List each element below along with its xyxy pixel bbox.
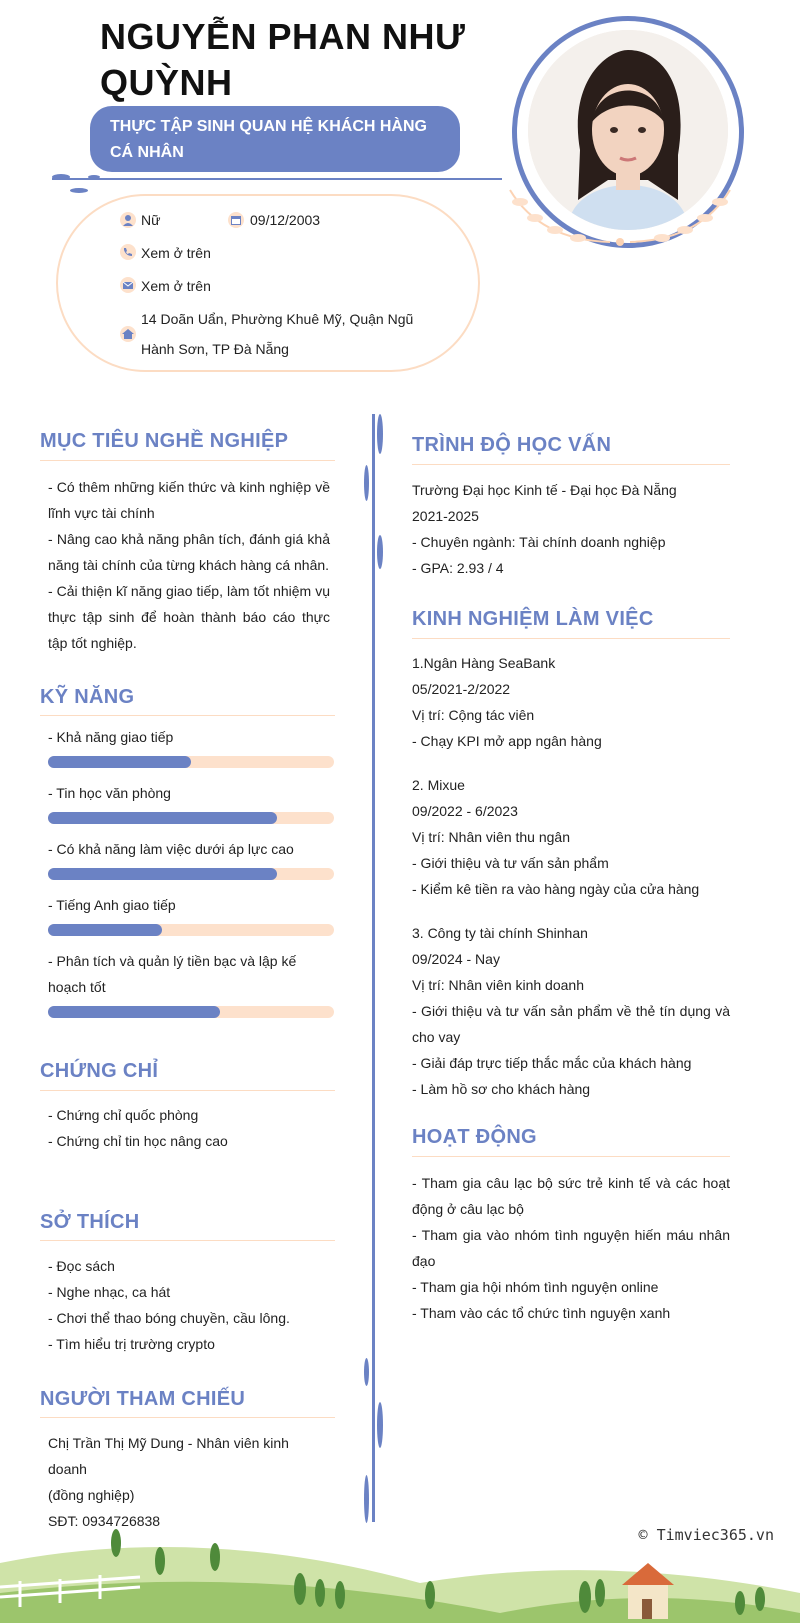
certificates-title: CHỨNG CHỈ — [40, 1060, 159, 1082]
reference-relation: (đồng nghiệp) — [48, 1487, 135, 1503]
header-divider — [52, 178, 502, 180]
skill-item — [48, 892, 334, 936]
divider-ornament — [377, 535, 383, 569]
skill-bar — [48, 868, 334, 880]
reference-title: NGƯỜI THAM CHIẾU — [40, 1388, 246, 1410]
education-years: 2021-2025 — [412, 508, 479, 524]
gender-value: Nữ — [141, 212, 161, 228]
section-underline — [40, 715, 335, 716]
hobbies-body — [48, 1253, 330, 1357]
phone-icon — [120, 244, 136, 260]
objective-line: - Nâng cao khả năng phân tích, đánh giá khả năng tài chính của từng khách hàng cá nhân. — [48, 531, 330, 573]
skills-list — [48, 724, 334, 1030]
skill-item — [48, 780, 334, 824]
objective-title: MỤC TIÊU NGHỀ NGHIỆP — [40, 430, 289, 452]
skill-bar-fill — [48, 868, 277, 880]
column-divider — [372, 414, 375, 1522]
calendar-icon — [228, 212, 244, 228]
skill-bar-fill — [48, 1006, 220, 1018]
phone-value: Xem ở trên — [141, 245, 211, 261]
experience-line: Vị trí: Nhân viên thu ngân — [412, 829, 570, 845]
skill-label: - Tiếng Anh giao tiếp — [48, 897, 176, 913]
experience-item — [412, 920, 730, 1102]
experience-line: 3. Công ty tài chính Shinhan — [412, 925, 588, 941]
reference-body — [48, 1430, 330, 1534]
section-underline — [40, 1090, 335, 1091]
experience-line: Vị trí: Cộng tác viên — [412, 707, 535, 723]
footer-brand: © Timviec365.vn — [638, 1526, 774, 1544]
experience-item — [412, 650, 730, 754]
skill-label: - Khả năng giao tiếp — [48, 729, 174, 745]
experience-line: 09/2022 - 6/2023 — [412, 803, 518, 819]
laurel-decoration-icon — [500, 180, 740, 250]
divider-ornament — [364, 465, 369, 501]
experience-title: KINH NGHIỆM LÀM VIỆC — [412, 608, 654, 630]
user-icon — [120, 212, 136, 228]
experience-line: - Làm hồ sơ cho khách hàng — [412, 1081, 591, 1097]
hobby-item: - Nghe nhạc, ca hát — [48, 1284, 171, 1300]
certificate-item: - Chứng chỉ tin học nâng cao — [48, 1133, 228, 1149]
divider-ornament — [364, 1475, 369, 1523]
home-icon — [120, 326, 136, 342]
skill-item — [48, 724, 334, 768]
divider-ornament — [377, 414, 383, 454]
skill-bar-fill — [48, 756, 191, 768]
divider-dot — [52, 174, 70, 180]
section-underline — [40, 460, 335, 461]
job-title-badge — [90, 106, 460, 172]
hobby-item: - Đọc sách — [48, 1258, 115, 1274]
experience-line: - Kiểm kê tiền ra vào hàng ngày của cửa hàng — [412, 881, 700, 897]
address-line-2: Hành Sơn, TP Đà Nẵng — [141, 341, 289, 357]
experience-line: 09/2024 - Nay — [412, 951, 500, 967]
experience-line: - Giải đáp trực tiếp thắc mắc của khách hàng — [412, 1055, 692, 1071]
activities-body — [412, 1170, 730, 1326]
skill-bar — [48, 756, 334, 768]
skill-label: - Tin học văn phòng — [48, 785, 171, 801]
hobby-item: - Tìm hiểu trị trường crypto — [48, 1336, 215, 1352]
experience-line: 2. Mixue — [412, 777, 465, 793]
address-line-1: 14 Doãn Uẩn, Phường Khuê Mỹ, Quận Ngũ — [141, 311, 414, 327]
skill-label: - Phân tích và quản lý tiền bạc và lập kế hoạch tốt — [48, 953, 297, 995]
experience-line: - Giới thiệu và tư vấn sản phẩm về thẻ tín dụng và cho vay — [412, 1003, 730, 1045]
education-gpa: - GPA: 2.93 / 4 — [412, 560, 504, 576]
experience-line: 05/2021-2/2022 — [412, 681, 511, 697]
objective-line: - Có thêm những kiến thức và kinh nghiệp về lĩnh vực tài chính — [48, 479, 330, 521]
skill-bar — [48, 1006, 334, 1018]
hobby-item: - Chơi thể thao bóng chuyền, cầu lông. — [48, 1310, 290, 1326]
divider-dot — [70, 188, 88, 193]
experience-line: - Giới thiệu và tư vấn sản phẩm — [412, 855, 609, 871]
hobbies-title: SỞ THÍCH — [40, 1211, 140, 1233]
email-icon — [120, 277, 136, 293]
experience-line: Vị trí: Nhân viên kinh doanh — [412, 977, 584, 993]
skill-item — [48, 836, 334, 880]
experience-line: - Chạy KPI mở app ngân hàng — [412, 733, 602, 749]
activity-item: - Tham gia hội nhóm tình nguyện online — [412, 1279, 659, 1295]
section-underline — [412, 638, 730, 639]
skill-bar — [48, 812, 334, 824]
divider-ornament — [377, 1402, 383, 1448]
activities-title: HOẠT ĐỘNG — [412, 1126, 537, 1148]
candidate-name: NGUYỄN PHAN NHƯ QUỲNH — [100, 16, 466, 103]
section-underline — [40, 1417, 335, 1418]
skill-item — [48, 948, 334, 1018]
activity-item: - Tham vào các tổ chức tình nguyện xanh — [412, 1305, 671, 1321]
activity-item: - Tham gia vào nhóm tình nguyện hiến máu nhân đạo — [412, 1227, 730, 1269]
section-underline — [40, 1240, 335, 1241]
skills-title: KỸ NĂNG — [40, 686, 135, 708]
divider-dot — [88, 175, 100, 179]
section-underline — [412, 464, 730, 465]
skill-label: - Có khả năng làm việc dưới áp lực cao — [48, 841, 294, 857]
landscape-illustration-icon — [0, 1523, 800, 1623]
certificates-body — [48, 1102, 330, 1154]
education-body — [412, 477, 730, 581]
objective-line: - Cải thiện kĩ năng giao tiếp, làm tốt nhiệm vụ thực tập sinh để hoàn thành báo cáo thực tập tốt nghiệp. — [48, 583, 330, 651]
email-value: Xem ở trên — [141, 278, 211, 294]
skill-bar-fill — [48, 924, 162, 936]
skill-bar — [48, 924, 334, 936]
section-underline — [412, 1156, 730, 1157]
education-school: Trường Đại học Kinh tế - Đại học Đà Nẵng — [412, 482, 677, 498]
experience-item — [412, 772, 730, 902]
education-title: TRÌNH ĐỘ HỌC VẤN — [412, 434, 612, 456]
divider-ornament — [364, 1358, 369, 1386]
objective-body — [48, 474, 330, 656]
experience-list — [412, 650, 730, 1120]
skill-bar-fill — [48, 812, 277, 824]
activity-item: - Tham gia câu lạc bộ sức trẻ kinh tế và các hoạt động ở câu lạc bộ — [412, 1175, 730, 1217]
experience-line: 1.Ngân Hàng SeaBank — [412, 655, 556, 671]
education-major: - Chuyên ngành: Tài chính doanh nghiệp — [412, 534, 666, 550]
reference-name: Chị Trần Thị Mỹ Dung - Nhân viên kinh doanh — [48, 1435, 289, 1477]
certificate-item: - Chứng chỉ quốc phòng — [48, 1107, 199, 1123]
job-title-text: THỰC TẬP SINH QUAN HỆ KHÁCH HÀNG CÁ NHÂN — [110, 118, 427, 161]
reference-phone: SĐT: 0934726838 — [48, 1513, 161, 1529]
birthday-value: 09/12/2003 — [250, 212, 321, 228]
